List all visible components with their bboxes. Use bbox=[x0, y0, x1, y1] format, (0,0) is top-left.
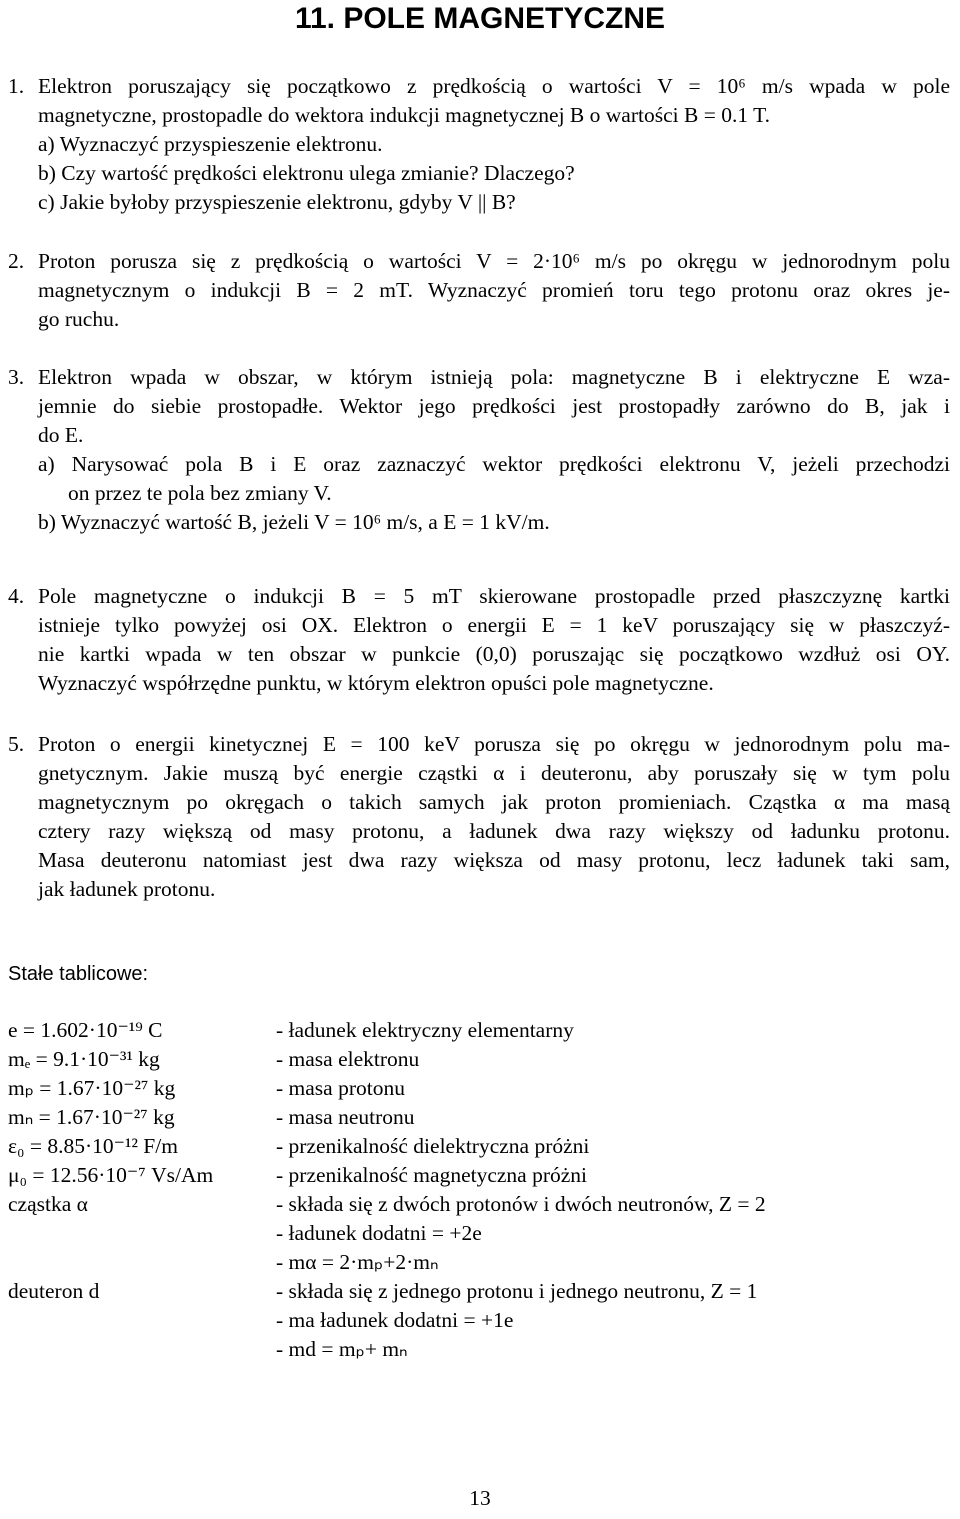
problem-1 bbox=[8, 72, 950, 217]
problem-line bbox=[8, 101, 950, 130]
constant-symbol: deuteron d bbox=[8, 1279, 100, 1303]
problem-part-text: a) Narysować pola B i E oraz zaznaczyć wektor prędkości elektronu V, jeżeli przechodzi bbox=[38, 452, 950, 476]
problem-text: go ruchu. bbox=[38, 307, 120, 331]
problem-line bbox=[8, 421, 950, 450]
problem-text: nie kartki wpada w ten obszar w punkcie (0,0) poruszając się początkowo wzdłuż osi OY. bbox=[38, 642, 950, 666]
constant-row bbox=[8, 1335, 948, 1364]
problem-4 bbox=[8, 582, 950, 698]
constant-description: - masa neutronu bbox=[276, 1105, 415, 1129]
problem-line bbox=[8, 363, 950, 392]
constant-symbol: mₚ = 1.67·10⁻²⁷ kg bbox=[8, 1076, 176, 1100]
constant-description: - przenikalność dielektryczna próżni bbox=[276, 1134, 590, 1158]
problem-line bbox=[8, 730, 950, 759]
problem-number: 1. bbox=[8, 74, 25, 98]
problem-text: jak ładunek protonu. bbox=[38, 877, 216, 901]
problem-text: gnetycznym. Jakie muszą być energie cząstki α i deuteronu, aby poruszały się w tym polu bbox=[38, 761, 950, 785]
constant-description: - ładunek dodatni = +2e bbox=[276, 1221, 482, 1245]
problem-line bbox=[8, 640, 950, 669]
constant-symbol bbox=[8, 1248, 276, 1277]
problem-3 bbox=[8, 363, 950, 537]
constant-symbol: e = 1.602·10⁻¹⁹ C bbox=[8, 1018, 163, 1042]
constant-row bbox=[8, 1190, 948, 1219]
constant-description: - md = mₚ+ mₙ bbox=[276, 1337, 408, 1361]
problem-part bbox=[8, 450, 950, 479]
problem-number: 4. bbox=[8, 584, 25, 608]
problem-text: jemnie do siebie prostopadłe. Wektor jego prędkości jest prostopadły zarówno do B, jak i bbox=[38, 394, 950, 418]
problem-text: do E. bbox=[38, 423, 84, 447]
constant-description: - ładunek elektryczny elementarny bbox=[276, 1018, 574, 1042]
problem-text: magnetycznym po okręgach o takich samych jak proton promieniach. Cząstka α ma masą bbox=[38, 790, 950, 814]
problem-line bbox=[8, 759, 950, 788]
problem-line bbox=[8, 611, 950, 640]
problem-line bbox=[8, 305, 950, 334]
constant-row bbox=[8, 1016, 948, 1045]
problem-line bbox=[8, 392, 950, 421]
constant-description: - składa się z jednego protonu i jednego neutronu, Z = 1 bbox=[276, 1279, 758, 1303]
constant-row bbox=[8, 1219, 948, 1248]
problem-text: Pole magnetyczne o indukcji B = 5 mT skierowane prostopadle przed płaszczyznę kartki bbox=[38, 584, 950, 608]
problem-text: Proton o energii kinetycznej E = 100 keV porusza się po okręgu w jednorodnym polu ma- bbox=[38, 732, 950, 756]
constant-row bbox=[8, 1045, 948, 1074]
constant-description: - ma ładunek dodatni = +1e bbox=[276, 1308, 514, 1332]
constant-row bbox=[8, 1248, 948, 1277]
constant-row bbox=[8, 1103, 948, 1132]
constant-description: - składa się z dwóch protonów i dwóch neutronów, Z = 2 bbox=[276, 1192, 766, 1216]
problem-part: a) Wyznaczyć przyspieszenie elektronu. bbox=[38, 132, 383, 156]
constant-description: - mα = 2·mₚ+2·mₙ bbox=[276, 1250, 439, 1274]
constant-symbol: mₙ = 1.67·10⁻²⁷ kg bbox=[8, 1105, 175, 1129]
problem-part: b) Czy wartość prędkości elektronu ulega zmianie? Dlaczego? bbox=[38, 161, 575, 185]
problem-text: Elektron wpada w obszar, w którym istnieją pola: magnetyczne B i elektryczne E wza- bbox=[38, 365, 950, 389]
problem-line bbox=[8, 817, 950, 846]
constant-symbol: μ₀ = 12.56·10⁻⁷ Vs/Am bbox=[8, 1163, 214, 1187]
problem-line bbox=[8, 582, 950, 611]
problem-number: 2. bbox=[8, 249, 25, 273]
problem-line bbox=[8, 72, 950, 101]
constants-heading: Stałe tablicowe: bbox=[8, 963, 149, 985]
problem-line bbox=[8, 875, 950, 904]
constant-row bbox=[8, 1161, 948, 1190]
problem-2 bbox=[8, 247, 950, 334]
constant-description: - masa protonu bbox=[276, 1076, 405, 1100]
constant-row bbox=[8, 1277, 948, 1306]
problem-text: magnetycznym o indukcji B = 2 mT. Wyznaczyć promień toru tego protonu oraz okres je- bbox=[38, 278, 950, 302]
problem-number: 3. bbox=[8, 365, 25, 389]
problem-text: Proton porusza się z prędkością o wartości V = 2·10⁶ m/s po okręgu w jednorodnym polu bbox=[38, 249, 950, 273]
problem-part: c) Jakie byłoby przyspieszenie elektronu, gdyby V || B? bbox=[38, 190, 516, 214]
constant-row bbox=[8, 1132, 948, 1161]
chapter-title: 11. POLE MAGNETYCZNE bbox=[294, 2, 666, 35]
page-number: 13 bbox=[469, 1486, 491, 1510]
problem-line bbox=[8, 669, 950, 698]
problem-part: on przez te pola bez zmiany V. bbox=[68, 481, 332, 505]
problem-text: magnetyczne, prostopadle do wektora indukcji magnetycznej B o wartości B = 0.1 T. bbox=[38, 103, 770, 127]
constant-row bbox=[8, 1306, 948, 1335]
problem-line bbox=[8, 846, 950, 875]
problem-text: Masa deuteronu natomiast jest dwa razy większa od masy protonu, lecz ładunek taki sam, bbox=[38, 848, 950, 872]
problem-text: Wyznaczyć współrzędne punktu, w którym elektron opuści pole magnetyczne. bbox=[38, 671, 714, 695]
constant-symbol: mₑ = 9.1·10⁻³¹ kg bbox=[8, 1047, 160, 1071]
constant-row bbox=[8, 1074, 948, 1103]
problem-part: b) Wyznaczyć wartość B, jeżeli V = 10⁶ m/s, a E = 1 kV/m. bbox=[38, 510, 550, 534]
problem-text: cztery razy większą od masy protonu, a ładunek dwa razy większy od ładunku protonu. bbox=[38, 819, 950, 843]
constant-symbol: ε₀ = 8.85·10⁻¹² F/m bbox=[8, 1134, 178, 1158]
constant-description: - masa elektronu bbox=[276, 1047, 420, 1071]
problem-line bbox=[8, 788, 950, 817]
problem-text: istnieje tylko powyżej osi OX. Elektron o energii E = 1 keV poruszający się w płaszczyź- bbox=[38, 613, 950, 637]
problem-number: 5. bbox=[8, 732, 25, 756]
problem-line bbox=[8, 247, 950, 276]
problem-5 bbox=[8, 730, 950, 904]
constant-symbol bbox=[8, 1219, 276, 1248]
constant-symbol bbox=[8, 1306, 276, 1335]
constant-description: - przenikalność magnetyczna próżni bbox=[276, 1163, 588, 1187]
constant-symbol bbox=[8, 1335, 276, 1364]
constant-symbol: cząstka α bbox=[8, 1192, 88, 1216]
constants-table bbox=[8, 1016, 948, 1364]
problem-line bbox=[8, 276, 950, 305]
problem-text: Elektron poruszający się początkowo z prędkością o wartości V = 10⁶ m/s wpada w pole bbox=[38, 74, 950, 98]
